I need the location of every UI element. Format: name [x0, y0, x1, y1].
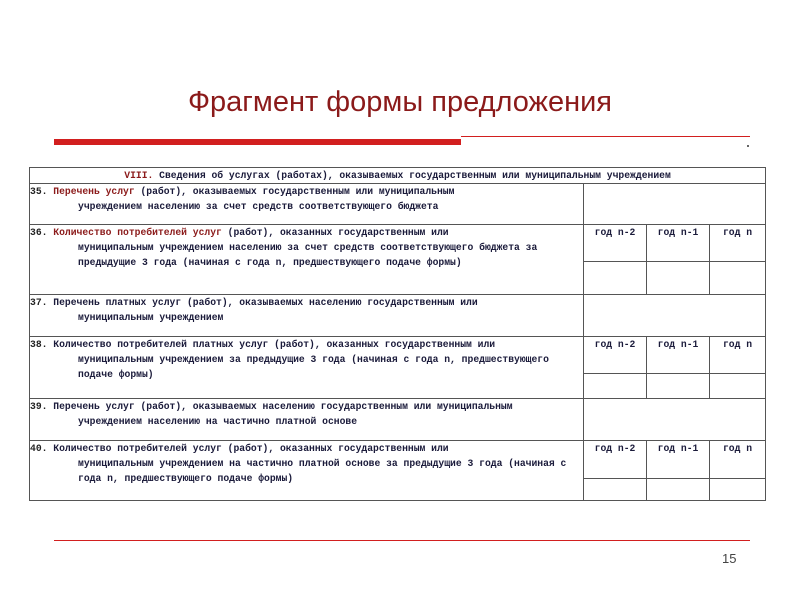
form-row-39: [30, 399, 766, 441]
year-header-n: год n: [710, 337, 766, 374]
item-number: 39.: [30, 401, 48, 412]
form-row-37: [30, 295, 766, 337]
slide-title: Фрагмент формы предложения: [188, 86, 612, 118]
item-text-continued: муниципальным учреждением на частично платной основе за предыдущие 3 года (начиная с года n, предшествующего подаче формы): [78, 458, 567, 484]
year-header-n-2: год n-2: [584, 441, 647, 479]
item-text-continued: муниципальным учреждением: [78, 312, 224, 323]
title-rule: [461, 136, 750, 137]
title-accent-bar: [54, 139, 461, 145]
form-row-38: [30, 337, 766, 374]
decorative-dot: [747, 145, 749, 147]
value-cell-n[interactable]: [710, 479, 766, 501]
question-cell-35: [30, 184, 584, 225]
year-header-n-1: год n-1: [647, 441, 710, 479]
item-text-continued: муниципальным учреждением населению за счет средств соответствующего бюджета за предыдущие 3 года (начиная с года n, предшествующего подаче формы): [78, 242, 538, 268]
form-row-36: [30, 225, 766, 262]
item-text: Перечень услуг (работ), оказываемых населению государственным или муниципальным: [47, 401, 513, 412]
value-cell-n[interactable]: [710, 374, 766, 399]
form-row-40: [30, 441, 766, 479]
page-number: 15: [722, 551, 737, 566]
year-header-n: год n: [710, 225, 766, 262]
answer-cell-35[interactable]: [584, 184, 766, 225]
form-row-35: [30, 184, 766, 225]
value-cell-n-2[interactable]: [584, 374, 647, 399]
section-header-row: [30, 168, 766, 184]
section-header-text: Сведения об услугах (работах), оказываемых государственным или муниципальным учреждением: [153, 170, 671, 181]
item-number: 36.: [30, 227, 48, 238]
item-number: 38.: [30, 339, 48, 350]
section-header-cell: [30, 168, 766, 184]
item-text: (работ), оказанных государственным или: [221, 227, 449, 238]
section-number: VIII.: [124, 170, 154, 181]
question-cell-40: [30, 441, 584, 501]
value-cell-n-2[interactable]: [584, 479, 647, 501]
item-text: Количество потребителей платных услуг (работ), оказанных государственным или: [47, 339, 496, 350]
item-accent-text: Количество потребителей услуг: [47, 227, 222, 238]
value-cell-n-1[interactable]: [647, 374, 710, 399]
value-cell-n-2[interactable]: [584, 262, 647, 295]
answer-cell-39[interactable]: [584, 399, 766, 441]
item-number: 37.: [30, 297, 48, 308]
item-text: Перечень платных услуг (работ), оказываемых населению государственным или: [47, 297, 478, 308]
item-text-continued: муниципальным учреждением за предыдущие 3 года (начиная с года n, предшествующего подаче формы): [78, 354, 549, 380]
year-header-n: год n: [710, 441, 766, 479]
item-text-continued: учреждением населению за счет средств соответствующего бюджета: [78, 201, 439, 212]
year-header-n-2: год n-2: [584, 337, 647, 374]
item-number: 35.: [30, 186, 48, 197]
value-cell-n-1[interactable]: [647, 262, 710, 295]
year-header-n-2: год n-2: [584, 225, 647, 262]
question-cell-36: [30, 225, 584, 295]
value-cell-n-1[interactable]: [647, 479, 710, 501]
value-cell-n[interactable]: [710, 262, 766, 295]
year-header-n-1: год n-1: [647, 225, 710, 262]
item-text: Количество потребителей услуг (работ), оказанных государственным или: [47, 443, 449, 454]
proposal-form-table: [29, 167, 766, 501]
question-cell-39: [30, 399, 584, 441]
question-cell-37: [30, 295, 584, 337]
answer-cell-37[interactable]: [584, 295, 766, 337]
item-text-continued: учреждением населению на частично платной основе: [78, 416, 358, 427]
item-number: 40.: [30, 443, 48, 454]
year-header-n-1: год n-1: [647, 337, 710, 374]
question-cell-38: [30, 337, 584, 399]
footer-rule: [54, 540, 750, 541]
item-accent-text: Перечень услуг: [47, 186, 135, 197]
item-text: (работ), оказываемых государственным или муниципальным: [134, 186, 455, 197]
